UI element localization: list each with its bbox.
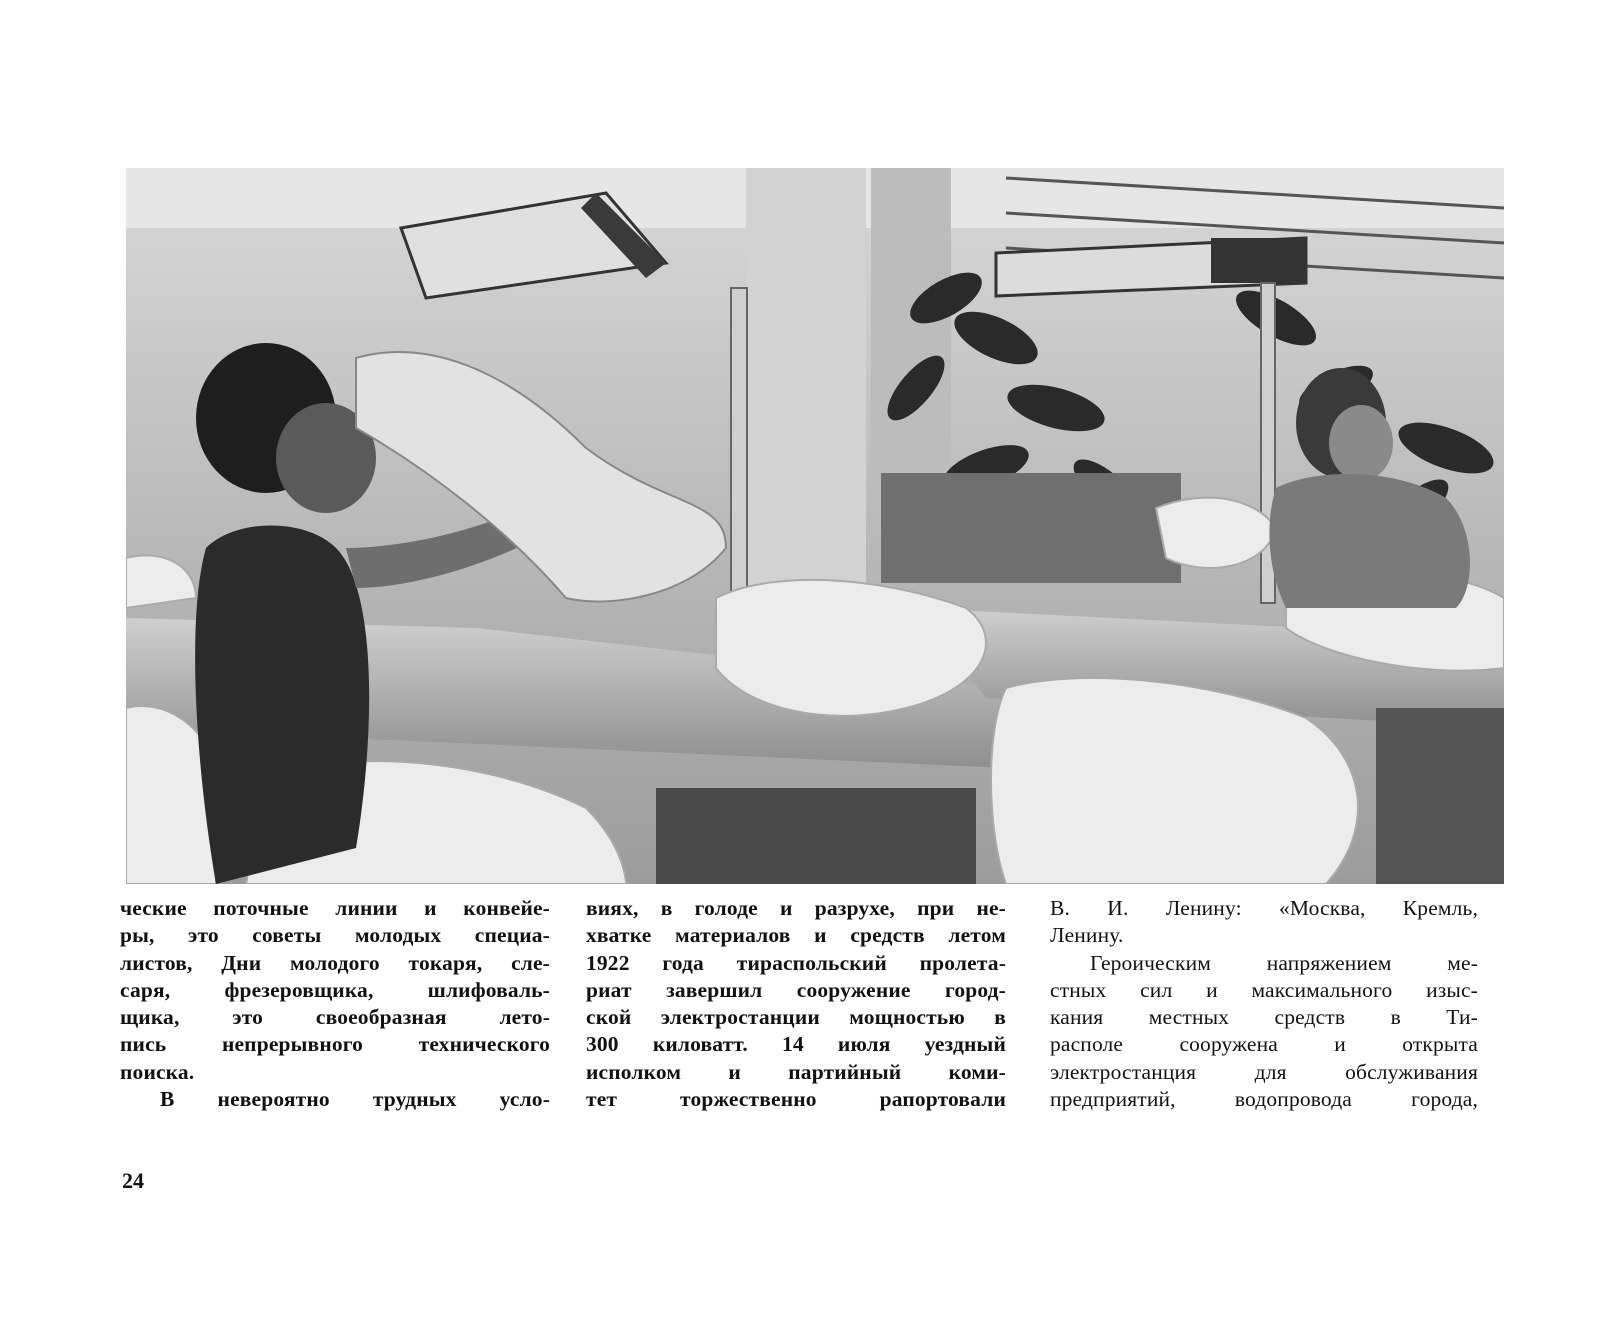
text-line: ческие поточные линии и конвейе- bbox=[120, 896, 550, 920]
text-line: Ленину. bbox=[1050, 923, 1124, 948]
text-column-3 bbox=[1050, 895, 1478, 1113]
text-column-1 bbox=[120, 895, 550, 1113]
text-line: поиска. bbox=[120, 1059, 195, 1084]
text-line: ской электростанции мощностью в bbox=[586, 1005, 1006, 1030]
text-line: саря, фрезеровщика, шлифоваль- bbox=[120, 977, 550, 1002]
text-line: кания местных средств в Ти- bbox=[1050, 1005, 1478, 1030]
text-line: предприятий, водопровода города, bbox=[1050, 1087, 1478, 1112]
page-number: 24 bbox=[122, 1168, 144, 1193]
text-column-2 bbox=[586, 895, 1006, 1113]
text-line: 300 киловатт. 14 июля уездный bbox=[586, 1032, 1006, 1057]
text-line: электростанция для обслуживания bbox=[1050, 1059, 1478, 1084]
text-line: хватке материалов и средств летом bbox=[586, 923, 1006, 948]
text-line: стных сил и максимального изыс- bbox=[1050, 977, 1478, 1002]
text-line: Героическим напряжением ме- bbox=[1090, 950, 1478, 975]
text-line: ры, это советы молодых специа- bbox=[120, 923, 550, 948]
text-line: виях, в голоде и разрухе, при не- bbox=[586, 896, 1006, 920]
text-line: щика, это своеобразная лето- bbox=[120, 1005, 550, 1030]
text-line: листов, Дни молодого токаря, сле- bbox=[120, 950, 550, 975]
text-line: В. И. Ленину: «Москва, Кремль, bbox=[1050, 896, 1478, 920]
text-line: риат завершил сооружение город- bbox=[586, 977, 1006, 1002]
text-line: В невероятно трудных усло- bbox=[160, 1087, 550, 1112]
text-line: располе сооружена и открыта bbox=[1050, 1032, 1478, 1057]
factory-sewing-workshop-photo bbox=[126, 168, 1504, 884]
text-line: 1922 года тираспольский пролета- bbox=[586, 950, 1006, 975]
workshop-photo bbox=[126, 168, 1504, 884]
text-line: тет торжественно рапортовали bbox=[586, 1087, 1006, 1112]
text-line: исполком и партийный коми- bbox=[586, 1059, 1006, 1084]
text-line: пись непрерывного технического bbox=[120, 1032, 550, 1057]
